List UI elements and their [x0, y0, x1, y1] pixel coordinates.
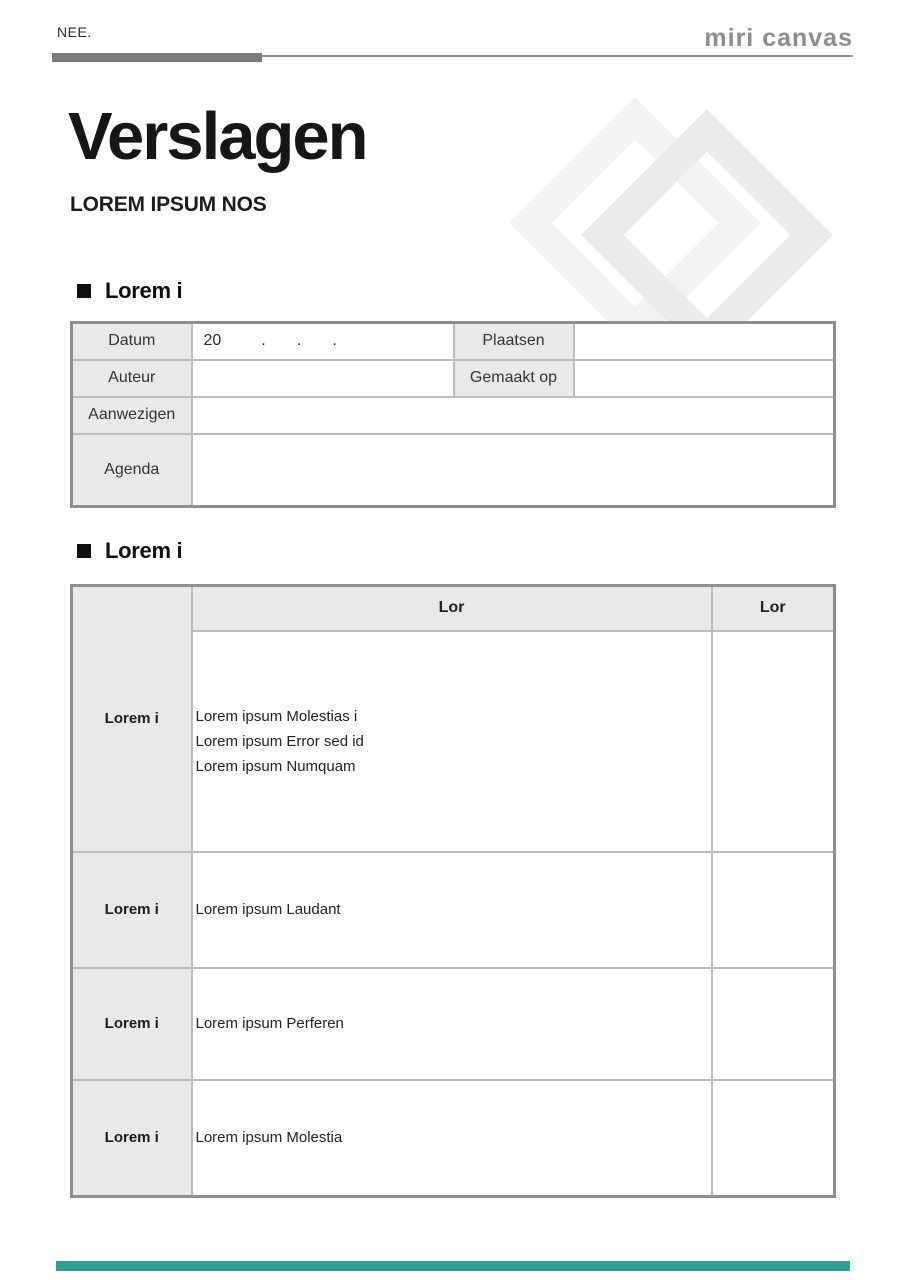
note-cell[interactable]	[712, 852, 835, 968]
label-cell-aanwezigen: Aanwezigen	[72, 397, 192, 434]
row-label-cell: Lorem i	[72, 968, 192, 1080]
table-row	[72, 1080, 835, 1197]
section-heading-label: Lorem i	[105, 538, 183, 563]
section-heading-content	[77, 540, 182, 562]
label-cell-datum: Datum	[72, 323, 192, 360]
row-label-cell: Lorem i	[72, 852, 192, 968]
column-header-note: Lor	[712, 586, 835, 631]
brand-logo: miri canvas	[704, 24, 853, 52]
content-line: Lorem ipsum Molestia	[195, 1129, 343, 1147]
info-table	[70, 321, 836, 508]
square-bullet-icon	[77, 544, 91, 558]
content-cell[interactable]	[192, 1080, 712, 1197]
note-cell[interactable]	[712, 631, 835, 852]
label-cell-agenda: Agenda	[72, 434, 192, 507]
footer-accent-bar	[56, 1261, 850, 1271]
label-cell-gemaakt-op: Gemaakt op	[454, 360, 574, 397]
plaatsen-field[interactable]	[574, 323, 835, 360]
row-label-cell: Lorem i	[72, 586, 192, 852]
agenda-field[interactable]	[192, 434, 835, 507]
content-cell[interactable]	[192, 631, 712, 852]
page-title: Verslagen	[68, 99, 367, 174]
table-header-row	[72, 586, 835, 631]
content-line: Lorem ipsum Molestias i	[195, 707, 358, 725]
content-cell[interactable]	[192, 968, 712, 1080]
aanwezigen-field[interactable]	[192, 397, 835, 434]
section-heading-info	[77, 280, 182, 302]
column-header-main: Lor	[192, 586, 712, 631]
table-row	[72, 397, 835, 434]
content-table	[70, 584, 836, 1198]
date-field[interactable]: 20 . . .	[192, 323, 454, 360]
gemaakt-op-field[interactable]	[574, 360, 835, 397]
content-line: Lorem ipsum Error sed id	[195, 732, 364, 750]
doc-code: NEE.	[57, 24, 92, 40]
square-bullet-icon	[77, 284, 91, 298]
table-row	[72, 968, 835, 1080]
section-heading-label: Lorem i	[105, 278, 183, 303]
auteur-field[interactable]	[192, 360, 454, 397]
note-cell[interactable]	[712, 968, 835, 1080]
content-cell[interactable]	[192, 852, 712, 968]
table-row	[72, 323, 835, 360]
header-rule-bar	[52, 53, 262, 62]
label-cell-plaatsen: Plaatsen	[454, 323, 574, 360]
content-line: Lorem ipsum Numquam	[195, 757, 356, 775]
label-cell-auteur: Auteur	[72, 360, 192, 397]
content-line: Lorem ipsum Perferen	[195, 1015, 344, 1032]
table-row	[72, 360, 835, 397]
table-row	[72, 852, 835, 968]
row-label-cell: Lorem i	[72, 1080, 192, 1197]
content-line: Lorem ipsum Laudant	[195, 901, 341, 918]
page-subtitle: LOREM IPSUM NOS	[70, 193, 267, 216]
note-cell[interactable]	[712, 1080, 835, 1197]
table-row	[72, 434, 835, 507]
